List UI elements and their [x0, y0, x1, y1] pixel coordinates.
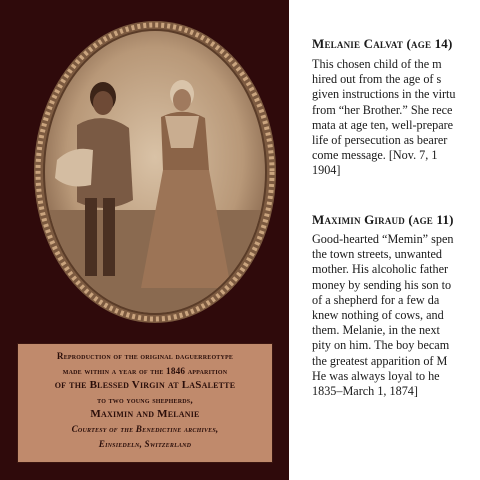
caption-line: Maximin and Melanie: [90, 408, 200, 421]
caption-line: of the Blessed Virgin at LaSalette: [54, 379, 236, 392]
bio-line: He was always loyal to he: [312, 368, 440, 383]
caption-line: made within a year of the 1846 apparition: [62, 365, 228, 376]
caption-line: to two young shepherds,: [97, 394, 193, 405]
caption-line: Reproduction of the original daguerreotype: [56, 351, 234, 361]
bio-line: the town streets, unwanted: [312, 247, 442, 262]
bio-line: from “her Brother.” She rece: [312, 102, 453, 117]
bio-line: of a shepherd for a few da: [312, 292, 440, 307]
maximin-heading: Maximin Giraud (age 11): [312, 212, 454, 227]
bio-line: Good-hearted “Memin” spen: [312, 232, 454, 246]
maximin-bio: [312, 232, 480, 399]
bio-line: 1835–March 1, 1874]: [312, 384, 418, 399]
bio-line: mata at age ten, well-prepare: [312, 117, 454, 132]
bio-line: them. Melanie, in the next: [312, 323, 440, 338]
bio-line: 1904]: [312, 163, 341, 178]
bio-line: money by sending his son to: [312, 277, 452, 292]
daguerreotype-photo: [33, 20, 277, 325]
bio-line: hired out from the age of s: [312, 72, 442, 87]
melanie-bio: [312, 57, 480, 179]
bio-line: the greatest apparition of M: [312, 353, 448, 368]
melanie-heading: Melanie Calvat (age 14): [312, 36, 453, 51]
bio-line: knew nothing of cows, and: [312, 308, 444, 323]
bio-line: come message. [Nov. 7, 1: [312, 148, 438, 163]
bio-line: life of persecution as bearer: [312, 133, 448, 148]
caption-line: Einsiedeln, Switzerland: [98, 438, 192, 449]
bio-line: mother. His alcoholic father: [312, 262, 449, 277]
bio-line: pity on him. The boy becam: [312, 338, 450, 353]
text-column: [312, 0, 480, 480]
caption-line: Courtesy of the Benedictine archives,: [71, 423, 219, 434]
bio-line: given instructions in the virtu: [312, 87, 456, 102]
photo-caption: [17, 343, 273, 463]
bio-line: This chosen child of the m: [312, 57, 442, 71]
